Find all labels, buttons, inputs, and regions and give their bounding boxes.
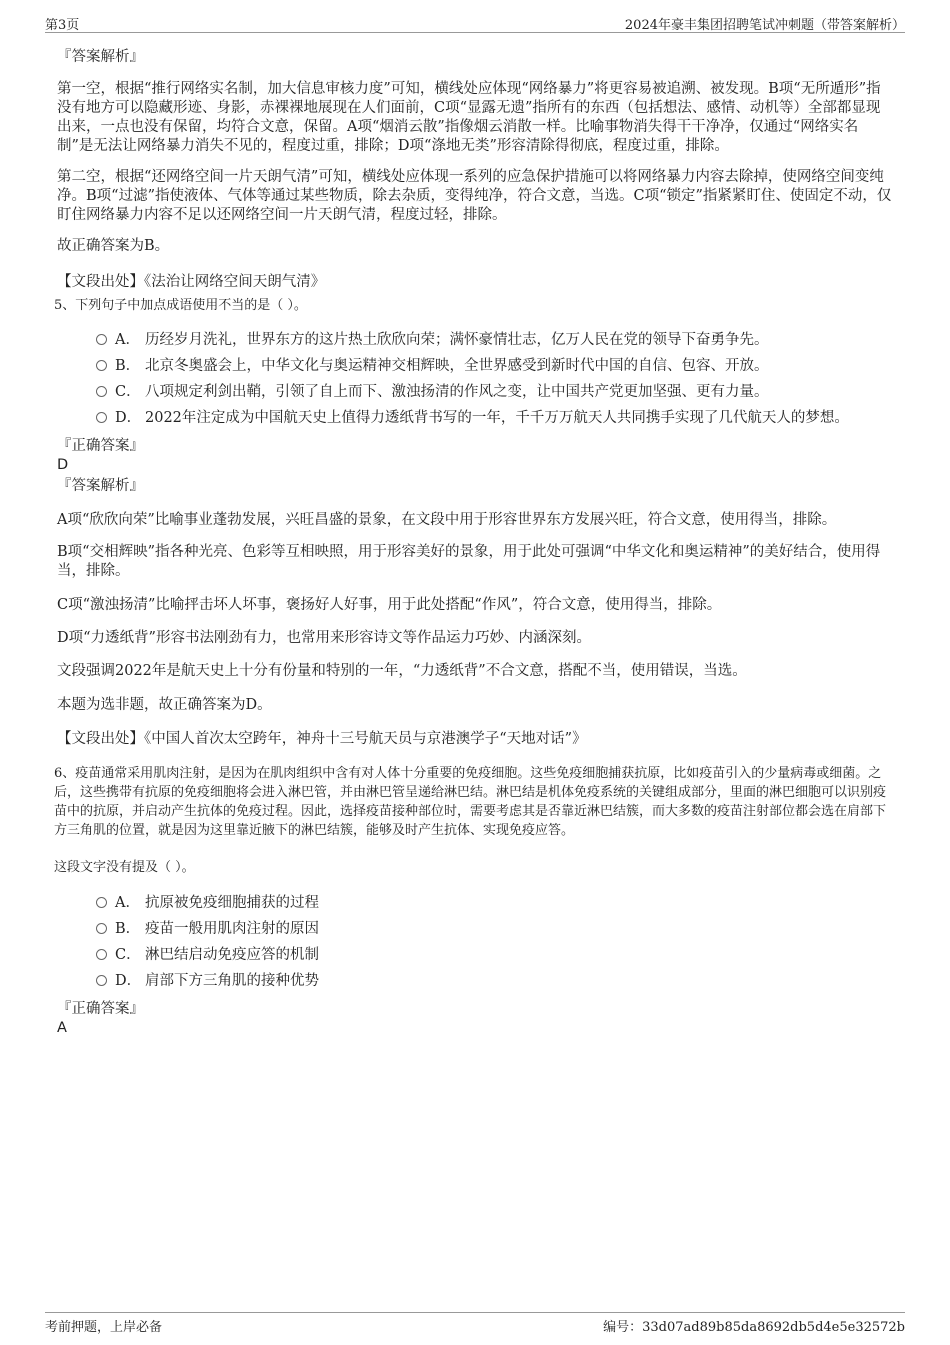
footer-slogan: 考前押题，上岸必备 — [45, 1320, 163, 1335]
radio-icon[interactable] — [96, 923, 107, 934]
q5-answer-label: 『正确答案』 — [57, 438, 144, 454]
q5-analysis-b: B项“交相辉映”指各种光亮、色彩等互相映照，用于形容美好的景象，用于此处可强调“中华文化和奥运精神”的美好结合，使用得当，排除。 — [57, 544, 881, 579]
q6-passage: 6、疫苗通常采用肌肉注射，是因为在肌肉组织中含有对人体十分重要的免疫细胞。这些免疫细胞捕获抗原，比如疫苗引入的少量病毒或细菌。之后，这些携带有抗原的免疫细胞将会进入淋巴管，并由淋巴管呈递给淋巴结。淋巴结是机体免疫系统的关键组成部分，里面的淋巴细胞可以识别疫苗中的抗原，并启动产生抗体的免疫过程。因此，选择疫苗接种部位时，需要考虑其是否靠近淋巴结簇，而大多数的疫苗注射部位都会选在肩部下方三角肌的位置，就是因为这里靠近腋下的淋巴结簇，能够及时产生抗体、实现免疫应答。 — [54, 766, 887, 838]
q6-answer-label: 『正确答案』 — [57, 1001, 144, 1017]
q5-analysis-label: 『答案解析』 — [57, 478, 144, 494]
q5-analysis-e: 文段强调2022年是航天史上十分有份量和特别的一年，“力透纸背”不合文意，搭配不当，使用错误，当选。 — [57, 663, 747, 679]
q6-question: 这段文字没有提及（ ）。 — [54, 860, 195, 875]
radio-icon[interactable] — [96, 360, 107, 371]
page-header — [45, 12, 905, 33]
q4-conclusion: 故正确答案为B。 — [57, 238, 170, 254]
q5-option-d[interactable]: D． 2022年注定成为中国航天史上值得力透纸背书写的一年，千千万万航天人共同携手实现了几代航天人的梦想。 — [96, 409, 896, 428]
q5-question: 5、下列句子中加点成语使用不当的是（ ）。 — [54, 298, 307, 313]
radio-icon[interactable] — [96, 334, 107, 345]
document-title: 2024年豪丰集团招聘笔试冲刺题（带答案解析） — [624, 18, 905, 33]
q5-source: 【文段出处】《中国人首次太空跨年，神舟十三号航天员与京港澳学子“天地对话”》 — [57, 731, 587, 747]
q6-option-b[interactable]: B． 疫苗一般用肌肉注射的原因 — [96, 920, 896, 939]
q5-analysis-c: C项“激浊扬清”比喻抨击坏人坏事，褒扬好人好事，用于此处搭配“作风”，符合文意，使用得当，排除。 — [57, 597, 722, 613]
radio-icon[interactable] — [96, 386, 107, 397]
q4-analysis-label: 『答案解析』 — [57, 49, 144, 65]
document-id: 编号：33d07ad89b85da8692db5d4e5e32572b — [603, 1320, 905, 1335]
radio-icon[interactable] — [96, 897, 107, 908]
radio-icon[interactable] — [96, 412, 107, 423]
q5-analysis-a: A项“欣欣向荣”比喻事业蓬勃发展，兴旺昌盛的景象，在文段中用于形容世界东方发展兴旺，符合文意，使用得当，排除。 — [57, 512, 837, 528]
q5-option-c[interactable]: C． 八项规定利剑出鞘，引领了自上而下、激浊扬清的作风之变，让中国共产党更加坚强、更有力量。 — [96, 383, 896, 402]
q6-option-d[interactable]: D． 肩部下方三角肌的接种优势 — [96, 972, 896, 991]
q5-analysis-d: D项“力透纸背”形容书法刚劲有力，也常用来形容诗文等作品运力巧妙、内涵深刻。 — [57, 630, 591, 646]
q5-option-b[interactable]: B． 北京冬奥盛会上，中华文化与奥运精神交相辉映，全世界感受到新时代中国的自信、包容、开放。 — [96, 357, 896, 376]
q5-option-a[interactable]: A． 历经岁月洗礼，世界东方的这片热土欣欣向荣；满怀豪情壮志，亿万人民在党的领导下奋勇争先。 — [96, 331, 896, 350]
radio-icon[interactable] — [96, 949, 107, 960]
q6-answer: A — [57, 1020, 67, 1036]
page-footer — [45, 1312, 905, 1337]
q5-conclusion: 本题为选非题，故正确答案为D。 — [57, 697, 272, 713]
q5-answer: D — [57, 457, 69, 473]
q4-analysis-p2: 第二空，根据“还网络空间一片天朗气清”可知，横线处应体现一系列的应急保护措施可以将网络暴力内容去除掉，使网络空间变纯净。B项“过滤”指使液体、气体等通过某些物质，除去杂质，变得纯净，符合文意，当选。C项“锁定”指紧紧盯住、使固定不动，仅盯住网络暴力内容不足以还网络空间一片天朗气清，程度过轻，排除。 — [57, 169, 892, 223]
q6-option-c[interactable]: C． 淋巴结启动免疫应答的机制 — [96, 946, 896, 965]
q4-analysis-p1: 第一空，根据“推行网络实名制，加大信息审核力度”可知，横线处应体现“网络暴力”将更容易被追溯、被发现。B项“无所遁形”指没有地方可以隐藏形迹、身影，赤裸裸地展现在人们面前，C项“显露无遗”指所有的东西（包括想法、感情、动机等）全部都显现出来，一点也没有保留，均符合文意，保留。A项“烟消云散”指像烟云消散一样。比喻事物消失得干干净净，仅通过“网络实名制”是无法让网络暴力消失不见的，程度过重，排除；D项“涤地无类”形容清除得彻底，程度过重，排除。 — [57, 81, 881, 154]
q6-option-a[interactable]: A． 抗原被免疫细胞捕获的过程 — [96, 894, 896, 913]
radio-icon[interactable] — [96, 975, 107, 986]
page-number: 第3页 — [45, 18, 80, 33]
q4-source: 【文段出处】《法治让网络空间天朗气清》 — [57, 274, 326, 290]
